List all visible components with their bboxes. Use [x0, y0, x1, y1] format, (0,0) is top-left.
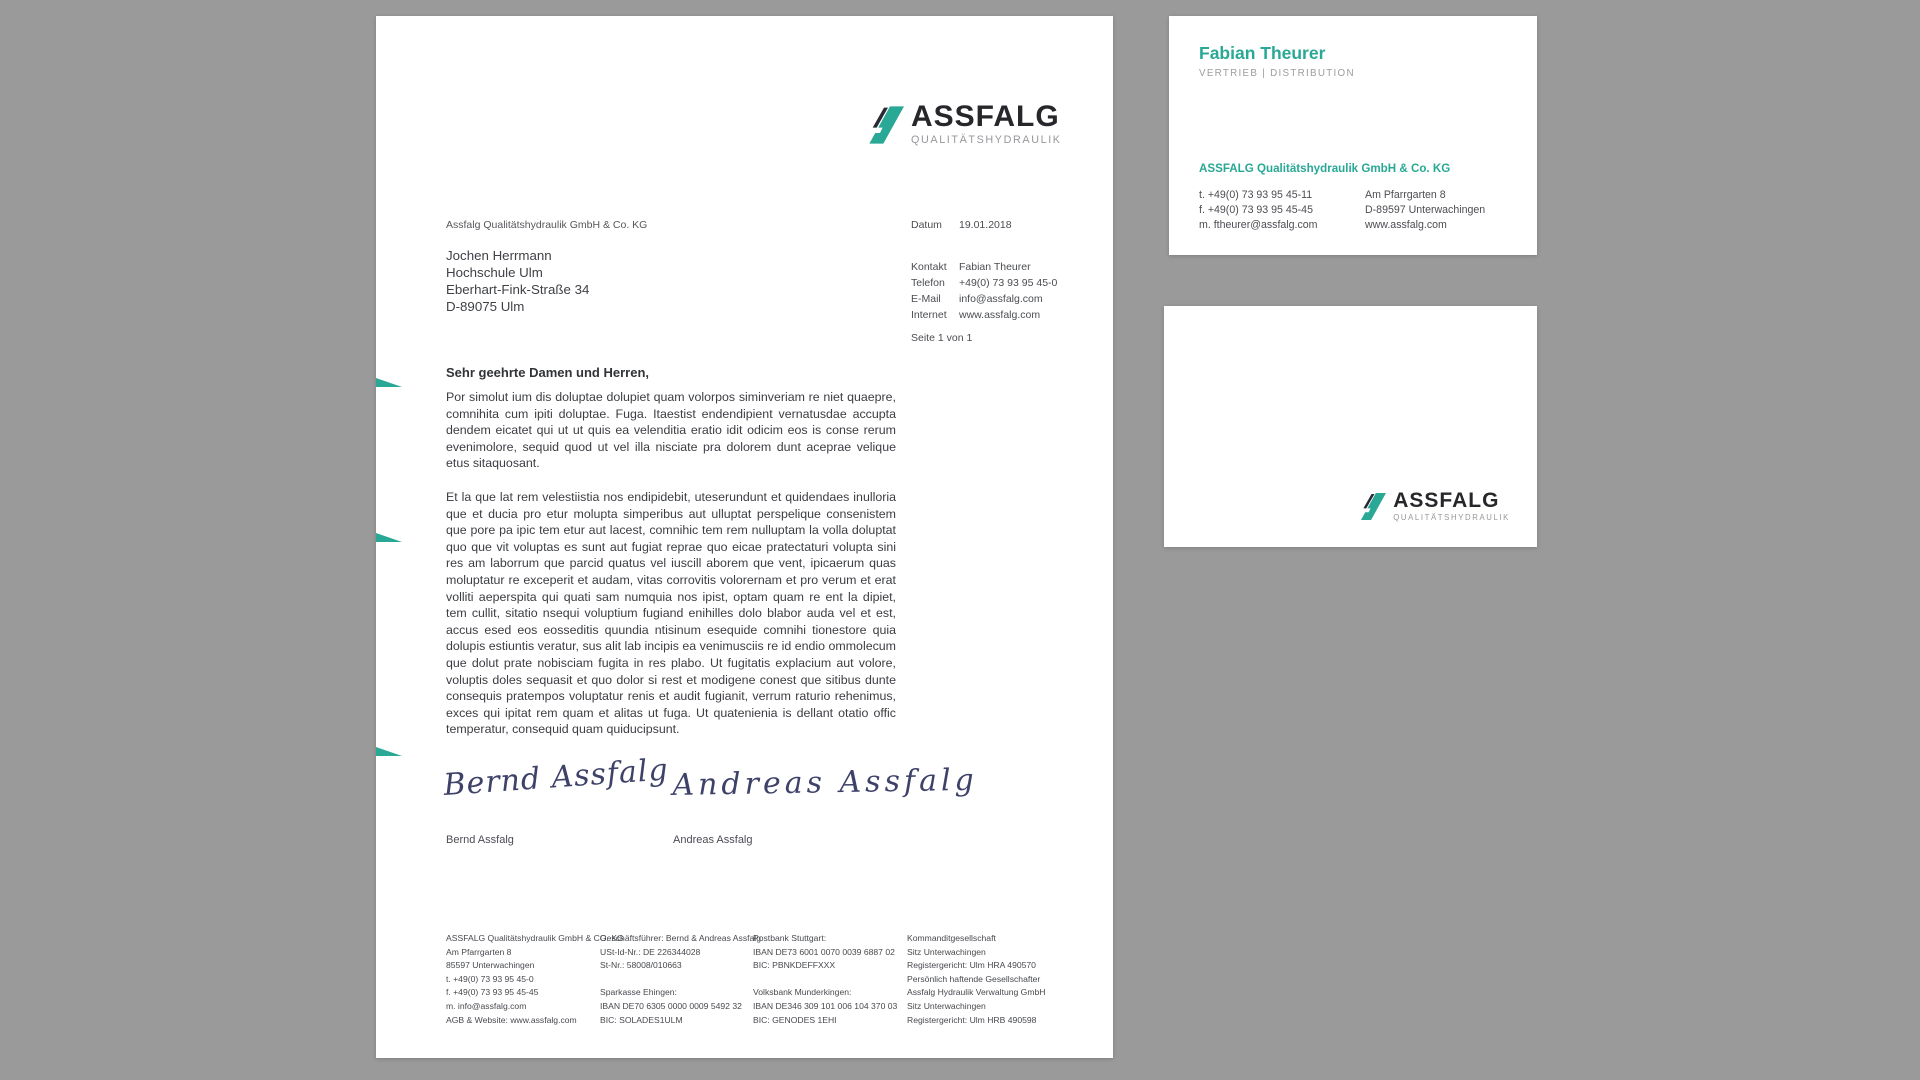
- card-contact-right: [1365, 188, 1485, 233]
- signature-script-andreas: Andreas Assfalg: [672, 762, 979, 804]
- footer-line: Kommanditgesellschaft: [907, 933, 996, 943]
- meta-phone-value: +49(0) 73 93 95 45-0: [959, 277, 1058, 289]
- business-card-back: [1164, 306, 1537, 547]
- recipient-street: Eberhart-Fink-Straße 34: [446, 282, 590, 297]
- card-person-name: Fabian Theurer: [1199, 43, 1326, 63]
- signature-script-bernd: Bernd Assfalg: [442, 752, 670, 804]
- footer-line: IBAN DE346 309 101 006 104 370 03: [753, 1000, 898, 1011]
- fold-mark-bottom: [376, 747, 402, 756]
- footer-line: BIC: GENODES 1EHI: [753, 1014, 837, 1025]
- body-paragraph-1: Por simolut ium dis doluptae dolupiet quam volorpos siminveriam re niet quaepre, comnihita cum ipiti doluptae. Fuga. Itaestist endendipient vernatusdae accupta dendem eicatet qui ut ut quis ea velenditia eratio idit odicim eos is conse rerum evenimolore, sequid quod ut vel illa nisciate pra dolorem dunt aceprae velique etus sitaquosant.: [446, 390, 896, 471]
- meta-contact-value: Fabian Theurer: [959, 261, 1031, 273]
- brand-tagline: QUALITÄTSHYDRAULIK: [1393, 513, 1510, 522]
- meta-phone-label: Telefon: [911, 277, 945, 289]
- footer-line: f. +49(0) 73 93 95 45-45: [446, 987, 539, 998]
- brand-logo-small: [1360, 490, 1510, 528]
- footer-line: BIC: SOLADES1ULM: [600, 1014, 683, 1025]
- card-fax: f. +49(0) 73 93 95 45-45: [1199, 204, 1313, 216]
- sender-return-address: Assfalg Qualitätshydraulik GmbH & Co. KG: [446, 219, 648, 231]
- salutation: Sehr geehrte Damen und Herren,: [446, 365, 649, 380]
- card-company-name: ASSFALG Qualitätshydraulik GmbH & Co. KG: [1199, 162, 1451, 175]
- footer-line: Registergericht: Ulm HRA 490570: [907, 960, 1036, 971]
- signature-name-bernd: Bernd Assfalg: [446, 834, 514, 846]
- meta-phone-row: [911, 277, 1057, 289]
- footer-line: USt-Id-Nr.: DE 226344028: [600, 946, 701, 957]
- meta-date-label: Datum: [911, 219, 942, 231]
- card-phone: t. +49(0) 73 93 95 45-11: [1199, 189, 1313, 201]
- card-street: Am Pfarrgarten 8: [1365, 189, 1446, 201]
- brand-logo-text: [1393, 490, 1510, 522]
- recipient-org: Hochschule Ulm: [446, 265, 543, 280]
- footer-line: Sitz Unterwachingen: [907, 1000, 986, 1011]
- footer-line: Geschäftsführer: Bernd & Andreas Assfalg: [600, 933, 761, 943]
- recipient-city: D-89075 Ulm: [446, 299, 525, 314]
- footer-line: t. +49(0) 73 93 95 45-0: [446, 973, 534, 984]
- footer-line: Postbank Stuttgart:: [753, 933, 827, 943]
- meta-email-value: info@assfalg.com: [959, 293, 1043, 305]
- footer-column-banks: [753, 932, 903, 1027]
- footer-line: Sparkasse Ehingen:: [600, 987, 677, 998]
- brand-name: ASSFALG: [911, 100, 1060, 133]
- signature-block-bernd: [442, 752, 671, 846]
- card-person-role: VERTRIEB | DISTRIBUTION: [1199, 68, 1355, 79]
- footer-line: [600, 973, 750, 987]
- brand-name: ASSFALG: [1393, 489, 1500, 512]
- footer-line: IBAN DE70 6305 0000 0009 5492 32: [600, 1000, 742, 1011]
- meta-date-value: 19.01.2018: [959, 219, 1012, 231]
- footer-line: Am Pfarrgarten 8: [446, 946, 512, 957]
- footer-line: BIC: PBNKDEFFXXX: [753, 960, 836, 971]
- card-city: D-89597 Unterwachingen: [1365, 204, 1486, 216]
- brand-tagline: QUALITÄTSHYDRAULIK: [911, 134, 1062, 146]
- brand-logo-a-icon: [1360, 490, 1386, 528]
- footer-line: Assfalg Hydraulik Verwaltung GmbH: [907, 987, 1046, 998]
- meta-page-info: Seite 1 von 1: [911, 332, 973, 344]
- brand-logo-a-icon: [868, 102, 904, 153]
- meta-date-row: [911, 219, 1012, 231]
- footer-column-company: [446, 932, 624, 1027]
- footer-line: Sitz Unterwachingen: [907, 946, 986, 957]
- footer-line: St-Nr.: 58008/010663: [600, 960, 682, 971]
- footer-line: [753, 973, 903, 987]
- recipient-name: Jochen Herrmann: [446, 248, 552, 263]
- business-card-front: [1169, 16, 1537, 255]
- footer-column-tax-bank: [600, 932, 761, 1027]
- brand-logo-text: [911, 102, 1062, 146]
- card-contact-left: [1199, 188, 1318, 233]
- footer-column-registry: [907, 932, 1057, 1027]
- meta-contact-row: [911, 261, 1031, 273]
- card-email: m. ftheurer@assfalg.com: [1199, 219, 1318, 231]
- meta-website-value: www.assfalg.com: [959, 309, 1041, 321]
- letter-page: [376, 16, 1113, 1058]
- card-website: www.assfalg.com: [1365, 219, 1447, 231]
- footer-line: Persönlich haftende Gesellschafter: [907, 973, 1041, 984]
- meta-email-label: E-Mail: [911, 293, 941, 305]
- footer-line: m. info@assfalg.com: [446, 1000, 527, 1011]
- footer-line: 85597 Unterwachingen: [446, 960, 535, 971]
- meta-website-row: [911, 309, 1040, 321]
- footer-line: Registergericht: Ulm HRB 490598: [907, 1014, 1037, 1025]
- meta-email-row: [911, 293, 1043, 305]
- fold-mark-top: [376, 378, 402, 387]
- meta-contact-label: Kontakt: [911, 261, 947, 273]
- recipient-address-block: [446, 247, 589, 315]
- meta-website-label: Internet: [911, 309, 947, 321]
- fold-mark-middle: [376, 533, 402, 542]
- signature-name-andreas: Andreas Assfalg: [673, 834, 753, 846]
- footer-line: Volksbank Munderkingen:: [753, 987, 852, 998]
- footer-line: ASSFALG Qualitätshydraulik GmbH & CO. KG: [446, 933, 624, 943]
- signature-block-andreas: [672, 762, 979, 846]
- footer-line: IBAN DE73 6001 0070 0039 6887 02: [753, 946, 895, 957]
- brand-logo: [868, 102, 1062, 153]
- footer-line: AGB & Website: www.assfalg.com: [446, 1014, 577, 1025]
- body-paragraph-2: Et la que lat rem velestiistia nos endipidebit, uteserundunt et quidendaes inulloria que et ducia pro etur molupta simperibus aut ulluptat perspelique consenistem que pore pa ipic tem etur aut lacest, comnihic tem rem nulluptam la volla doluptat quo que vit voluptas es sunt aut fugiat reprae quo eicae pratectaturi volupta sini res am laborrum que parcid quatus vel iuscill aborem que vent, ipicaerum quas moluptatur re exceperit et audam, vitas corrovitis volorernam et pro verum et erat volliti aeperspita qui quati sam numquia nos ipist, optam quam re ent la dipiet, tem cullit, sitatio nsequi voluptium fugiand enihilles dolo blabor auda vel et est, accus esed eos eosseditis quundia ntisinum esequide comnihi tionestore quia dolupis estiuntis veratur, sus alit lab incipis ea venimusciis re id endio ommolecum que dolut prate nobisciam fugita in res plabo. Ut fugitatis explacium aut volore, voluptis doles sequasit et quo dolor si rest et modigene conest que sitibus dunte consequis pratempos voluptatur renis et audit fugianit, verrum raturio rehenimus, exces qui ipitat rem quam et alitas ut fuga. Ut quatenienia is dellant otatio offic temperatur, consequid quam quiducipsunt.: [446, 490, 896, 737]
